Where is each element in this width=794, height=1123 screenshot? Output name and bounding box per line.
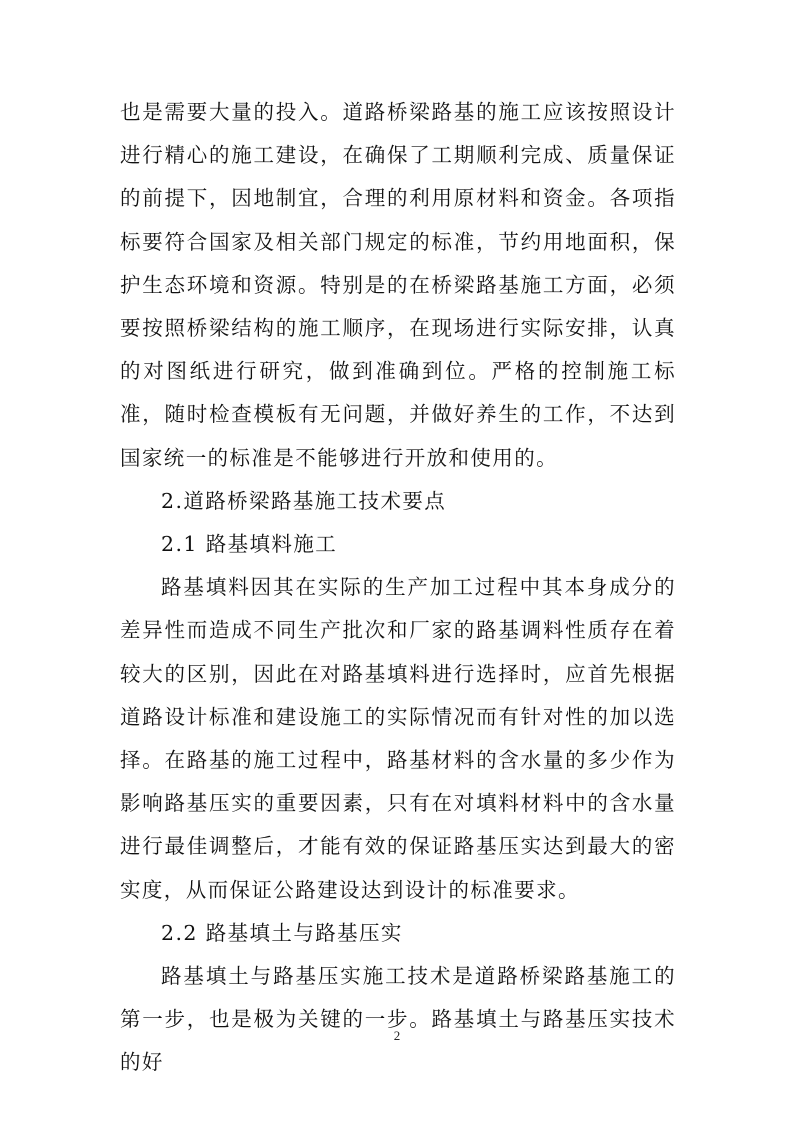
- page-number: 2: [393, 1028, 401, 1043]
- body-paragraph: 也是需要大量的投入。道路桥梁路基的施工应该按照设计进行精心的施工建设，在确保了工期顺利完成、质量保证的前提下，因地制宜，合理的利用原材料和资金。各项指标要符合国家及相关部门规定的标准，节约用地面积，保护生态环境和资源。特别是的在桥梁路基施工方面，必须要按照桥梁结构的施工顺序，在现场进行实际安排，认真的对图纸进行研究，做到准确到位。严格的控制施工标准，随时检查模板有无问题，并做好养生的工作，不达到国家统一的标准是不能够进行开放和使用的。: [120, 100, 676, 470]
- page-body: [120, 91, 676, 1085]
- body-paragraph: 路基填料因其在实际的生产加工过程中其本身成分的差异性而造成不同生产批次和厂家的路基调料性质存在着较大的区别，因此在对路基填料进行选择时，应首先根据道路设计标准和建设施工的实际情况而有针对性的加以选择。在路基的施工过程中，路基材料的含水量的多少作为影响路基压实的重要因素，只有在对填料材料中的含水量进行最佳调整后，才能有效的保证路基压实达到最大的密实度，从而保证公路建设达到设计的标准要求。: [120, 575, 676, 902]
- body-paragraph: 路基填土与路基压实施工技术是道路桥梁路基施工的第一步，也是极为关键的一步。路基填土与路基压实技术的好: [120, 964, 676, 1075]
- subsection-heading: 2.2 路基填土与路基压实: [161, 920, 403, 945]
- subsection-heading: 2.1 路基填料施工: [161, 532, 338, 557]
- section-heading: 2.道路桥梁路基施工技术要点: [161, 488, 447, 513]
